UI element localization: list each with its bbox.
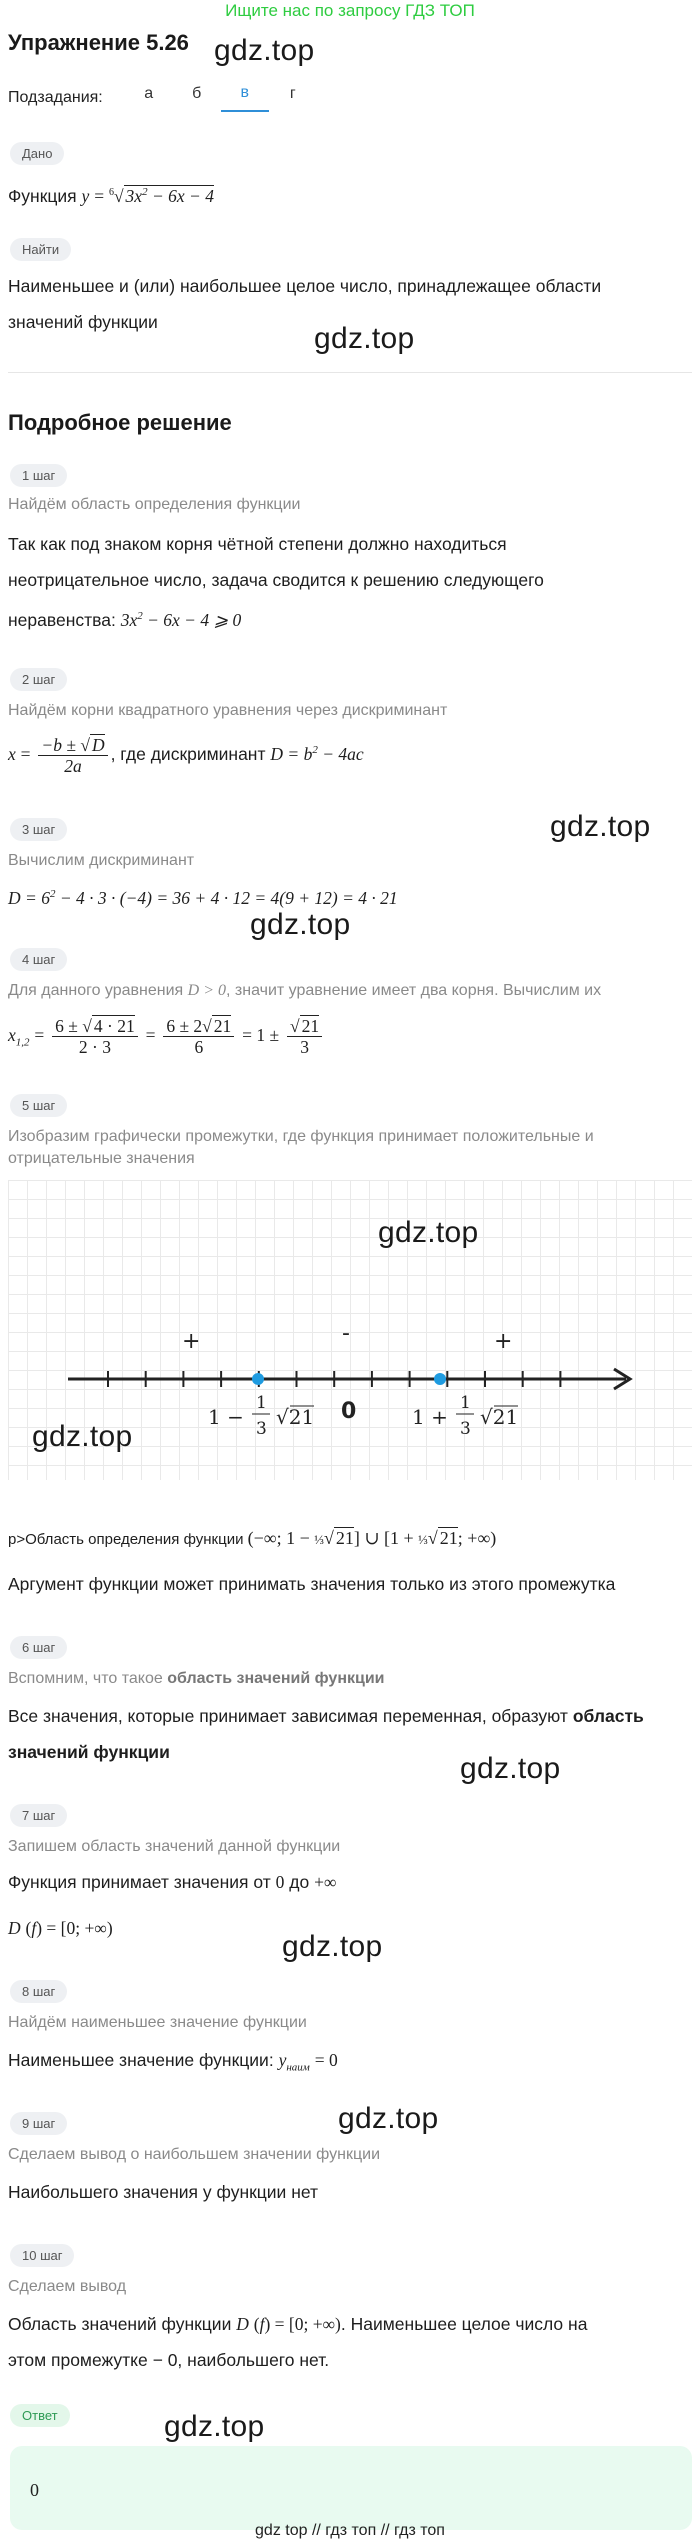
step-text-part: Функция принимает значения от <box>8 1872 271 1892</box>
given-text: Функция y = $^6$√ $3x^2 - 6x - 4$ <box>8 185 214 206</box>
root-label-right: 1 + <box>412 1405 448 1429</box>
step-text: Наименьшее значение функции: $y_{наим} = 0$ <box>8 2050 338 2074</box>
watermark: gdz.top <box>164 2410 265 2443</box>
watermark: gdz.top <box>314 322 415 355</box>
watermark: gdz.top <box>214 34 315 67</box>
step-text: неотрицательное число, задача сводится к решению следующего <box>8 570 544 590</box>
solution-title: Подробное решение <box>8 410 232 435</box>
root-point-right <box>434 1373 446 1385</box>
watermark: gdz.top <box>378 1216 479 1249</box>
step-text: $D = 6^2 - 4 \cdot 3 \cdot (-4) = 36 + 4 \cdot 12 = 4(9 + 12) = 4 \cdot 21$ <box>8 887 398 908</box>
step-hint: Сделаем вывод о наибольшем значении функции <box>8 2146 381 2163</box>
top-banner[interactable]: Ищите нас по запросу ГДЗ ТОП <box>225 1 475 20</box>
root-label-right-rad: √21 <box>480 1405 519 1429</box>
step-pill: 3 шаг <box>10 818 67 841</box>
step-pill: 8 шаг <box>10 1980 67 2003</box>
step-hint-bold: область значений функции <box>167 1670 385 1687</box>
find-line2: значений функции <box>8 312 158 332</box>
step-hint-part: Вспомним, что такое <box>8 1670 163 1687</box>
find-line1: Наименьшее и (или) наибольшее целое число, принадлежащее области <box>8 276 602 296</box>
step-hint: Найдём корни квадратного уравнения через дискриминант <box>8 702 448 719</box>
step-hint: Для данного уравнения D > 0, значит уравнение имеет два корня. Вычислим их <box>8 982 602 999</box>
step-hint: Найдём наименьшее значение функции <box>8 2014 307 2031</box>
step-pill: 6 шаг <box>10 1636 67 1659</box>
step-pill: 5 шаг <box>10 1094 67 1117</box>
step-hint: Запишем область значений данной функции <box>8 1838 341 1855</box>
watermark: gdz.top <box>550 810 651 843</box>
page-title: Упражнение 5.26 <box>8 30 189 55</box>
footer-links[interactable]: gdz top // гдз топ // гдз топ <box>255 2522 445 2539</box>
root-point-left <box>252 1373 264 1385</box>
step-text: неравенства: $3x^2 - 6x - 4$ ⩾ 0 <box>8 609 242 630</box>
step-text-part: , где дискриминант <box>110 743 266 764</box>
root-label-left-rad: √21 <box>276 1405 315 1429</box>
watermark: gdz.top <box>250 908 351 941</box>
root-label-right-num: 1 <box>460 1393 471 1413</box>
sign-minus: - <box>342 1321 350 1346</box>
step-text-part: до <box>289 1872 310 1892</box>
step-formula: D (f) = [0; +∞) <box>8 1918 113 1938</box>
step-text-part: Область значений функции <box>8 2314 232 2334</box>
answer-pill: Ответ <box>10 2404 70 2427</box>
given-pill: Дано <box>10 142 64 165</box>
step-hint: Сделаем вывод <box>8 2278 127 2295</box>
domain-line: p>Область определения функции (−∞; 1 − ⅓√ 21] ∪ [1 + ⅓√ 21; +∞) <box>8 1528 497 1548</box>
step-hint: Изобразим графически промежутки, где функция принимает положительные и отрицательные значения <box>8 1128 594 1167</box>
step-text-part: . Наименьшее целое число на <box>340 2314 588 2334</box>
step-hint-part: Для данного уравнения <box>8 982 184 999</box>
step-hint: Вычислим дискриминант <box>8 852 195 869</box>
step-text: Наибольшего значения у функции нет <box>8 2182 319 2202</box>
tab-v[interactable]: в <box>221 84 269 112</box>
subtasks-label: Подзадания: <box>8 89 103 106</box>
given-label: Функция <box>8 185 77 206</box>
step-text: этом промежутке − 0, наибольшего нет. <box>8 2350 330 2370</box>
step-text: Область значений функции D (f) = [0; +∞). Наименьшее целое число на <box>8 2314 588 2334</box>
watermark: gdz.top <box>282 1930 383 1963</box>
step-hint-part: , значит уравнение имеет два корня. Вычислим их <box>226 982 602 999</box>
find-pill: Найти <box>10 238 71 261</box>
root-label-right-den: 3 <box>460 1419 471 1439</box>
root-label-left-num: 1 <box>256 1393 267 1413</box>
step-text: x = $\frac{-b \pm √ D}{2a}$ , где дискриминант $D = b^2 - 4ac$ <box>8 734 364 776</box>
step-pill: 1 шаг <box>10 464 67 487</box>
root-label-left: 1 − <box>208 1405 244 1429</box>
step-text: Функция принимает значения от 0 до +∞ <box>8 1872 337 1892</box>
step-pill: 4 шаг <box>10 948 67 971</box>
step-hint: Найдём область определения функции <box>8 496 301 513</box>
step-hint <box>8 1668 688 1690</box>
domain-label: p>Область определения функции <box>8 1531 244 1548</box>
step-text-bold: область <box>572 1706 644 1726</box>
step-pill: 2 шаг <box>10 668 67 691</box>
step-text: $x_{1,2}$ = $\frac{6 \pm √ 4 \cdot 21}{2 \cdot 3}$ = $\frac{6 \pm 2√ 21}{6}$ = 1 ± $\frac{√ 21}{3}$ <box>8 1010 688 1068</box>
answer-value: 0 <box>30 2480 39 2500</box>
step-pill: 7 шаг <box>10 1804 67 1827</box>
step-text <box>8 1698 688 1734</box>
subtasks-bar <box>8 84 317 112</box>
tab-a[interactable]: а <box>144 85 154 102</box>
step-text-part: Все значения, которые принимает зависимая переменная, образуют <box>8 1706 568 1726</box>
root-label-left-den: 3 <box>256 1419 267 1439</box>
domain-note: Аргумент функции может принимать значения только из этого промежутка <box>8 1574 616 1594</box>
step-pill: 10 шаг <box>10 2244 74 2267</box>
step-text-bold: значений функции <box>8 1742 170 1762</box>
step-text: Так как под знаком корня чётной степени должно находиться <box>8 534 507 554</box>
sign-plus-left: + <box>182 1329 201 1354</box>
step-text-part: Наименьшее значение функции: <box>8 2050 274 2070</box>
tab-b[interactable]: б <box>192 85 202 102</box>
zero-label: 0 <box>341 1399 357 1424</box>
divider <box>8 372 692 373</box>
watermark: gdz.top <box>338 2102 439 2135</box>
step-text-part: неравенства: <box>8 609 116 630</box>
answer-box <box>10 2446 692 2530</box>
watermark: gdz.top <box>460 1752 561 1785</box>
sign-plus-right: + <box>494 1329 513 1354</box>
tab-g[interactable]: г <box>289 85 296 102</box>
watermark: gdz.top <box>32 1420 133 1453</box>
step-pill: 9 шаг <box>10 2112 67 2135</box>
